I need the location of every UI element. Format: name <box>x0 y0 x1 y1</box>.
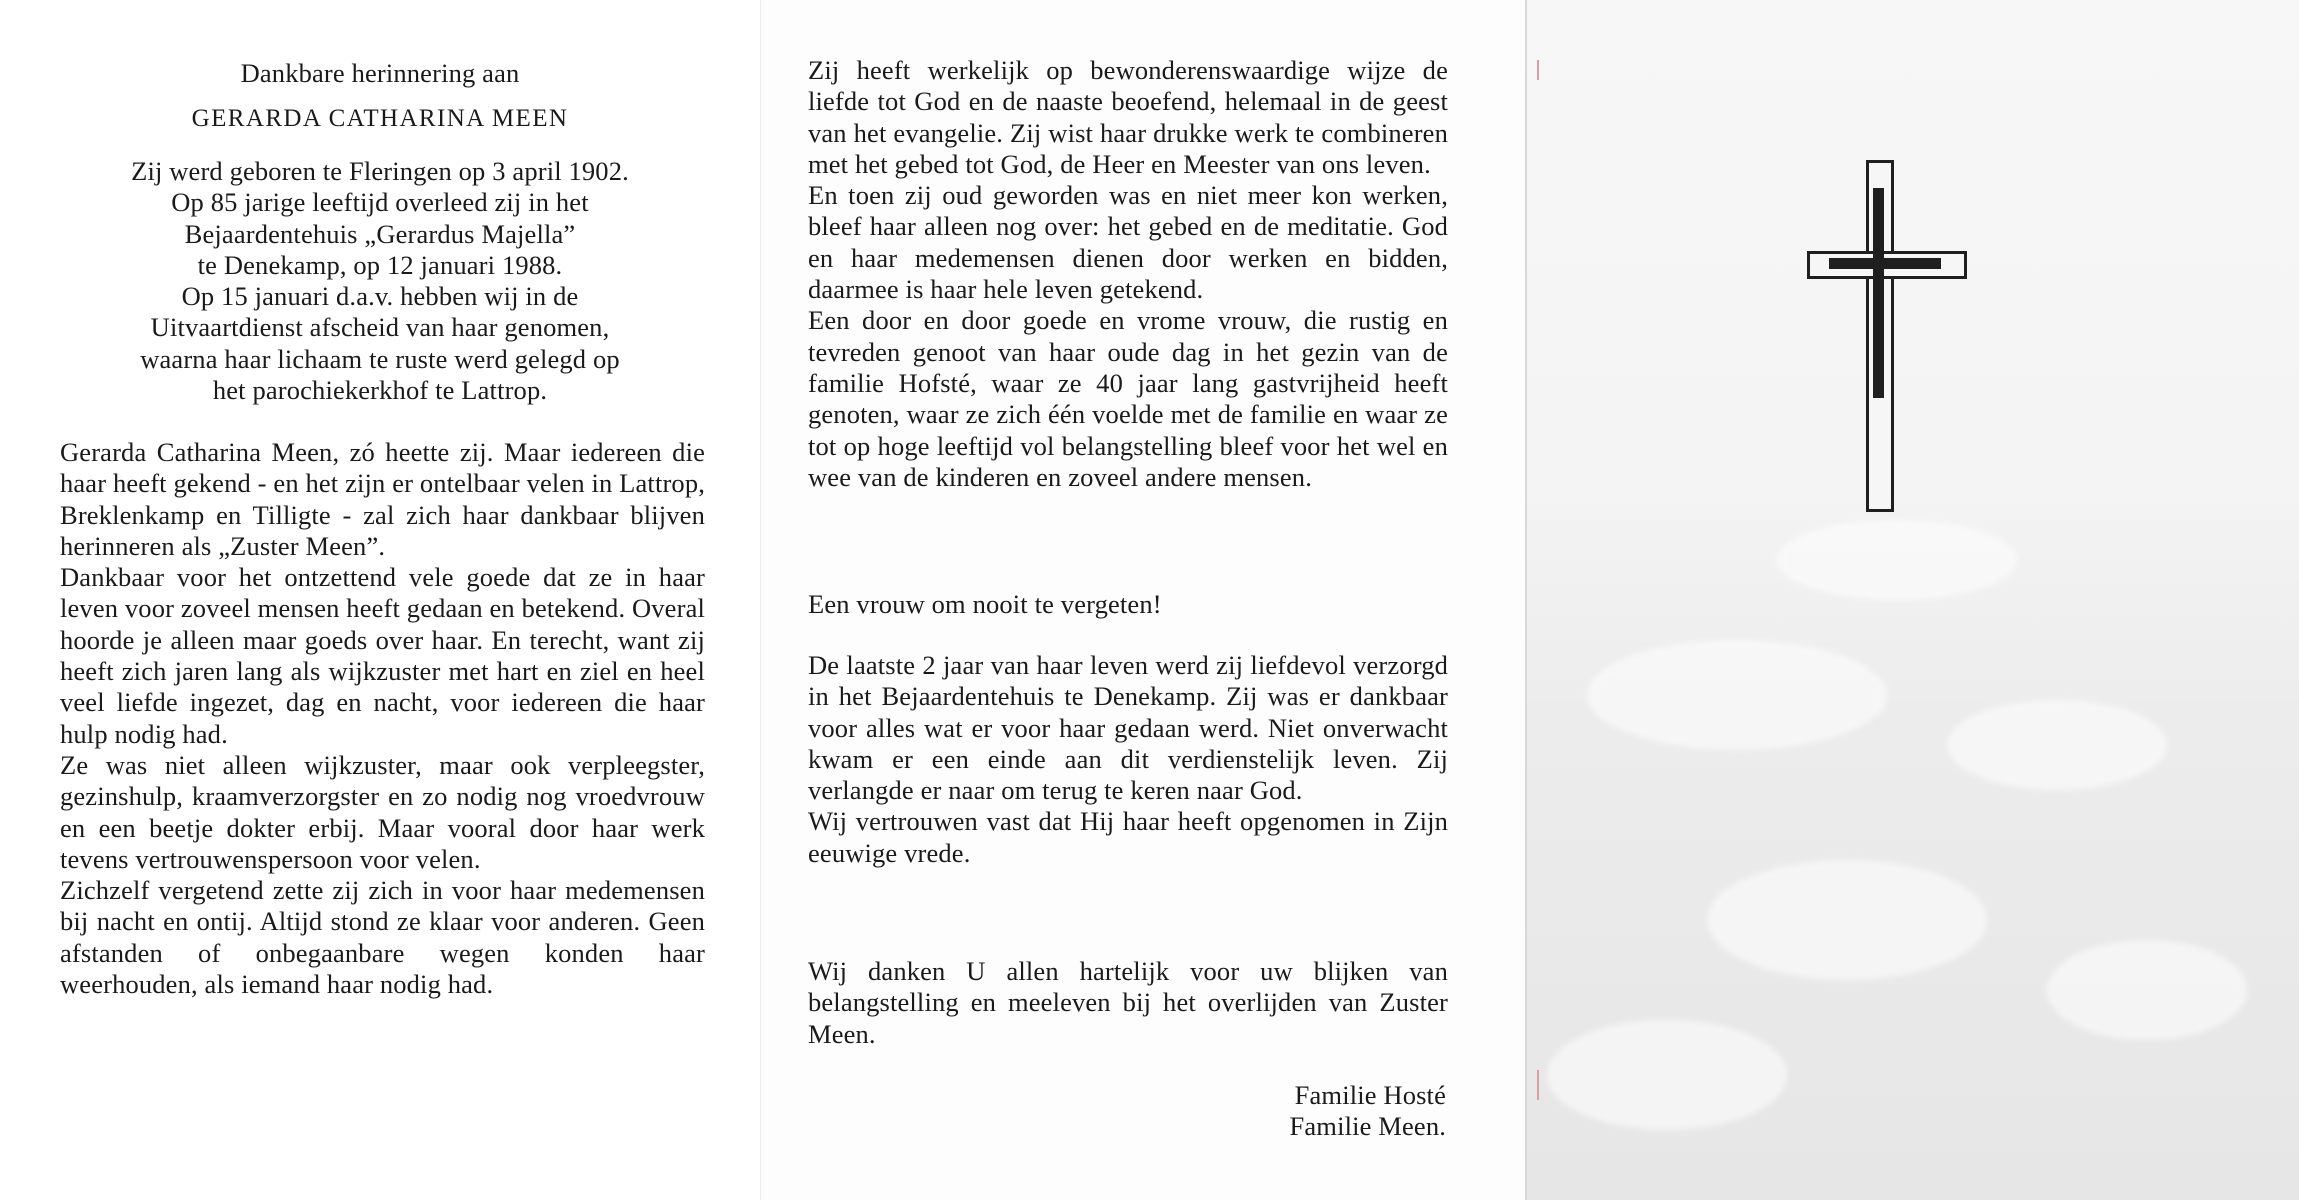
cloud-pattern <box>1547 1020 1787 1130</box>
paragraph: Wij vertrouwen vast dat Hij haar heeft opgenomen in Zijn eeuwige vrede. <box>808 806 1448 868</box>
signatures <box>1050 1080 1446 1143</box>
paragraph: Zij heeft werkelijk op bewonderenswaardige wijze de liefde tot God en de naaste beoefend, helemaal in de geest van het evangelie. Zij wist haar drukke werk te combineren met het gebed tot God, de Heer en Meester van ons leven. <box>808 55 1448 179</box>
intro-line: Op 85 jarige leeftijd overleed zij in het <box>171 187 589 218</box>
intro-line: te Denekamp, op 12 januari 1988. <box>197 249 563 280</box>
cloud-pattern <box>1587 640 1887 750</box>
signature-line: Familie Hosté <box>1294 1080 1446 1110</box>
cover-panel <box>1525 0 2299 1200</box>
signature-line: Familie Meen. <box>1289 1111 1446 1142</box>
heading: Dankbare herinnering aan <box>240 58 520 88</box>
cloud-pattern <box>1707 860 1987 980</box>
thanks-text <box>808 956 1448 1050</box>
paragraph: Een door en door goede en vrome vrouw, die rustig en tevreden genoot van haar oude dag in het gezin van de familie Hofsté, waar ze 40 jaar lang gastvrijheid heeft genoten, waar ze zich één voelde met de familie en waar ze tot op hoge leeftijd vol belangstelling bleef voor het wel en wee van de kinderen en zoveel andere mensen. <box>808 305 1448 492</box>
left-body-text <box>60 437 705 1000</box>
fold-mark <box>1537 1070 1539 1100</box>
intro-block <box>60 156 700 406</box>
cloud-pattern <box>1777 520 2017 600</box>
intro-line: het parochiekerkhof te Lattrop. <box>212 375 548 406</box>
quote-line: Een vrouw om nooit te vergeten! <box>808 589 1162 619</box>
paragraph: Ze was niet alleen wijkzuster, maar ook verpleegster, gezinshulp, kraamverzorgster en zo nodig nog vroedvrouw en een beetje dokter erbij. Maar vooral door haar werk tevens vertrouwenspersoon voor velen. <box>60 749 705 874</box>
cloud-pattern <box>2047 940 2247 1040</box>
final-paragraphs <box>808 650 1448 869</box>
paragraph: Dankbaar voor het ontzettend vele goede dat ze in haar leven voor zoveel mensen heeft gedaan en betekend. Overal hoorde je alleen maar goeds over haar. En terecht, want zij heeft zich jaren lang als wijkzuster met hart en ziel en heel veel liefde ingezet, dag en nacht, voor iedereen die haar hulp nodig had. <box>60 562 705 749</box>
paragraph: Wij danken U allen hartelijk voor uw blijken van belangstelling en meeleven bij het overlijden van Zuster Meen. <box>808 956 1448 1049</box>
paragraph: En toen zij oud geworden was en niet meer kon werken, bleef haar alleen nog over: het gebed en de meditatie. God en haar medemensen dienen door werken en bidden, daarmee is haar hele leven getekend. <box>808 180 1448 305</box>
intro-line: waarna haar lichaam te ruste werd gelegd op <box>140 343 620 374</box>
cross-icon <box>1807 160 1967 512</box>
fold-mark <box>1537 60 1539 80</box>
paragraph: Zichzelf vergetend zette zij zich in voor haar medemensen bij nacht en ontij. Altijd stond ze klaar voor anderen. Geen afstanden of onbegaanbare wegen konden haar weerhouden, als iemand haar nodig had. <box>60 875 705 1000</box>
cloud-pattern <box>1947 700 2167 790</box>
deceased-name: GERARDA CATHARINA MEEN <box>191 105 569 132</box>
intro-line: Bejaardentehuis „Gerardus Majella” <box>184 218 576 249</box>
paragraph: Gerarda Catharina Meen, zó heette zij. Maar iedereen die haar heeft gekend - en het zijn er ontelbaar velen in Lattrop, Breklenkamp en Tilligte - zal zich haar dankbaar blijven herinneren als „Zuster Meen”. <box>60 437 706 561</box>
intro-line: Op 15 januari d.a.v. hebben wij in de <box>181 281 579 312</box>
paragraph: De laatste 2 jaar van haar leven werd zij liefdevol verzorgd in het Bejaardentehuis te Denekamp. Zij was er dankbaar voor alles wat er voor haar gedaan werd. Niet onverwacht kwam er een einde aan dit verdienstelijk leven. Zij verlangde er naar om terug te keren naar God. <box>808 650 1448 806</box>
intro-line: Zij werd geboren te Fleringen op 3 april 1902. <box>131 156 629 186</box>
intro-line: Uitvaartdienst afscheid van haar genomen, <box>150 312 610 343</box>
middle-body-text <box>808 55 1448 493</box>
